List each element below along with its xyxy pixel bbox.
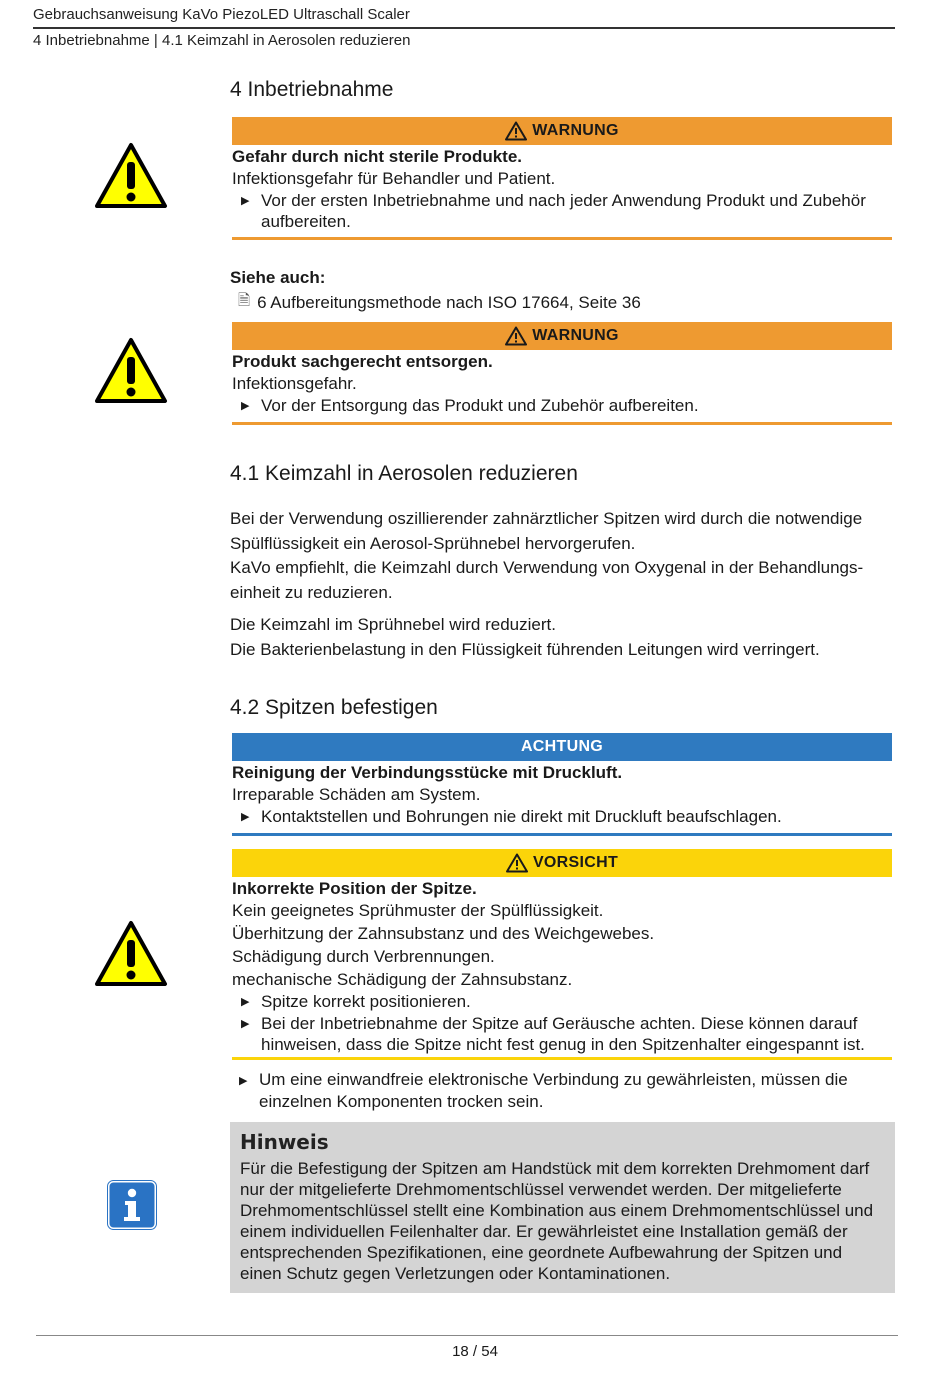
- warning-bottom-rule: [232, 237, 892, 240]
- warning-signal-word: WARNUNG: [532, 122, 619, 139]
- info-icon: [107, 1180, 157, 1235]
- warning-small-icon: [506, 853, 528, 873]
- warning-triangle-icon: [94, 337, 168, 409]
- bullet-triangle-icon: ▶: [241, 996, 250, 1008]
- caution-consequence: mechanische Schädigung der Zahnsubstanz.: [232, 970, 573, 989]
- warning-triangle-icon: [94, 142, 168, 214]
- warning-step: ▶ Vor der Entsorgung das Produkt und Zubehör aufbereiten.: [232, 395, 892, 417]
- warning-small-icon: [505, 121, 527, 141]
- notice-step: ▶ Kontaktstellen und Bohrungen nie direkt mit Druckluft beaufschlagen.: [232, 806, 892, 828]
- bullet-triangle-icon: ▶: [241, 400, 250, 412]
- notice-consequence: Irreparable Schäden am System.: [232, 785, 481, 804]
- caution-box: [232, 849, 892, 1060]
- page-number: 18 / 54: [452, 1343, 498, 1360]
- notice-box: [232, 733, 892, 836]
- see-also: [230, 268, 641, 315]
- document-icon: 🗎: [238, 292, 251, 309]
- paragraph: Bei der Verwendung oszillierender zahnärztlicher Spitzen wird durch die notwendige Spülflüssigkeit ein Aerosol-Sprühnebel hervorgerufen. KaVo empfiehlt, die Keimzahl durch Verwendung von Oxygenal in der Behandlungs-einheit zu reduzieren.: [230, 509, 864, 602]
- caution-bottom-rule: [232, 1057, 892, 1060]
- footer-rule: [36, 1335, 898, 1336]
- instruction-step: ▶ Um eine einwandfreie elektronische Verbindung zu gewährleisten, müssen die einzelnen Komponenten trocken sein.: [232, 1069, 882, 1113]
- warning-bar: [232, 322, 892, 350]
- warning-step: ▶ Vor der ersten Inbetriebnahme und nach jeder Anwendung Produkt und Zubehör aufbereiten.: [232, 190, 892, 232]
- warning-box-sterile: [232, 117, 892, 240]
- warning-lead: Gefahr durch nicht sterile Produkte.: [232, 147, 523, 166]
- document-title: Gebrauchsanweisung KaVo PiezoLED Ultraschall Scaler: [33, 6, 410, 23]
- warning-bottom-rule: [232, 422, 892, 425]
- warning-bar: [232, 117, 892, 145]
- caution-lead: Inkorrekte Position der Spitze.: [232, 879, 477, 898]
- caution-consequence: Überhitzung der Zahnsubstanz und des Weichgewebes.: [232, 924, 655, 943]
- caution-consequence: Schädigung durch Verbrennungen.: [232, 947, 495, 966]
- note-body: Für die Befestigung der Spitzen am Handstück mit dem korrekten Drehmoment darf nur der mitgelieferte Drehmomentschlüssel verwendet werden. Der mitgelieferte Drehmomentschlüssel stellt eine Kombination aus einem Drehmomentschlüssel und einem individuellen Feilenhalter dar. Er gewährleistet eine Installation gemäß der entsprechenden Spezifikationen, eine geordnete Aufbewahrung der Spitzen und einen Schutz gegen Verletzungen oder Kontaminationen.: [240, 1159, 874, 1283]
- bullet-triangle-icon: ▶: [239, 1075, 248, 1087]
- warning-consequence: Infektionsgefahr.: [232, 374, 357, 393]
- notice-bottom-rule: [232, 833, 892, 836]
- warning-triangle-icon: [94, 920, 168, 992]
- warning-lead: Produkt sachgerecht entsorgen.: [232, 352, 493, 371]
- notice-lead: Reinigung der Verbindungsstücke mit Druckluft.: [232, 763, 623, 782]
- caution-step: ▶ Spitze korrekt positionieren.: [232, 991, 892, 1013]
- see-also-link[interactable]: [230, 290, 641, 315]
- warning-signal-word: WARNUNG: [532, 327, 619, 344]
- warning-box-disposal: [232, 322, 892, 425]
- breadcrumb: 4 Inbetriebnahme | 4.1 Keimzahl in Aerosolen reduzieren: [33, 32, 411, 49]
- see-also-label: Siehe auch:: [230, 268, 326, 287]
- note-box: [230, 1122, 895, 1293]
- caution-consequence: Kein geeignetes Sprühmuster der Spülflüssigkeit.: [232, 901, 604, 920]
- caution-step: ▶ Bei der Inbetriebnahme der Spitze auf Geräusche achten. Diese können darauf hinweisen, dass die Spitze nicht fest genug in den Spitzenhalter eingespannt ist.: [232, 1013, 892, 1055]
- caution-signal-word: VORSICHT: [532, 854, 619, 871]
- bullet-triangle-icon: ▶: [241, 1018, 250, 1030]
- warning-small-icon: [505, 326, 527, 346]
- running-header: [33, 5, 895, 49]
- section-heading-4-2: 4.2 Spitzen befestigen: [230, 696, 438, 719]
- bullet-triangle-icon: ▶: [241, 195, 250, 207]
- section-heading-4-1: 4.1 Keimzahl in Aerosolen reduzieren: [230, 462, 578, 485]
- section-heading-4: 4 Inbetriebnahme: [230, 78, 394, 101]
- header-rule: [33, 27, 895, 29]
- warning-consequence: Infektionsgefahr für Behandler und Patient.: [232, 169, 556, 188]
- caution-bar: [232, 849, 892, 877]
- notice-signal-word: ACHTUNG: [520, 738, 604, 755]
- note-title: Hinweis: [240, 1130, 329, 1154]
- see-also-ref-text: 6 Aufbereitungsmethode nach ISO 17664, Seite 36: [257, 292, 641, 312]
- paragraph: Die Keimzahl im Sprühnebel wird reduziert. Die Bakterienbelastung in den Flüssigkeit führenden Leitungen wird verringert.: [230, 615, 820, 659]
- bullet-triangle-icon: ▶: [241, 811, 250, 823]
- notice-bar: [232, 733, 892, 761]
